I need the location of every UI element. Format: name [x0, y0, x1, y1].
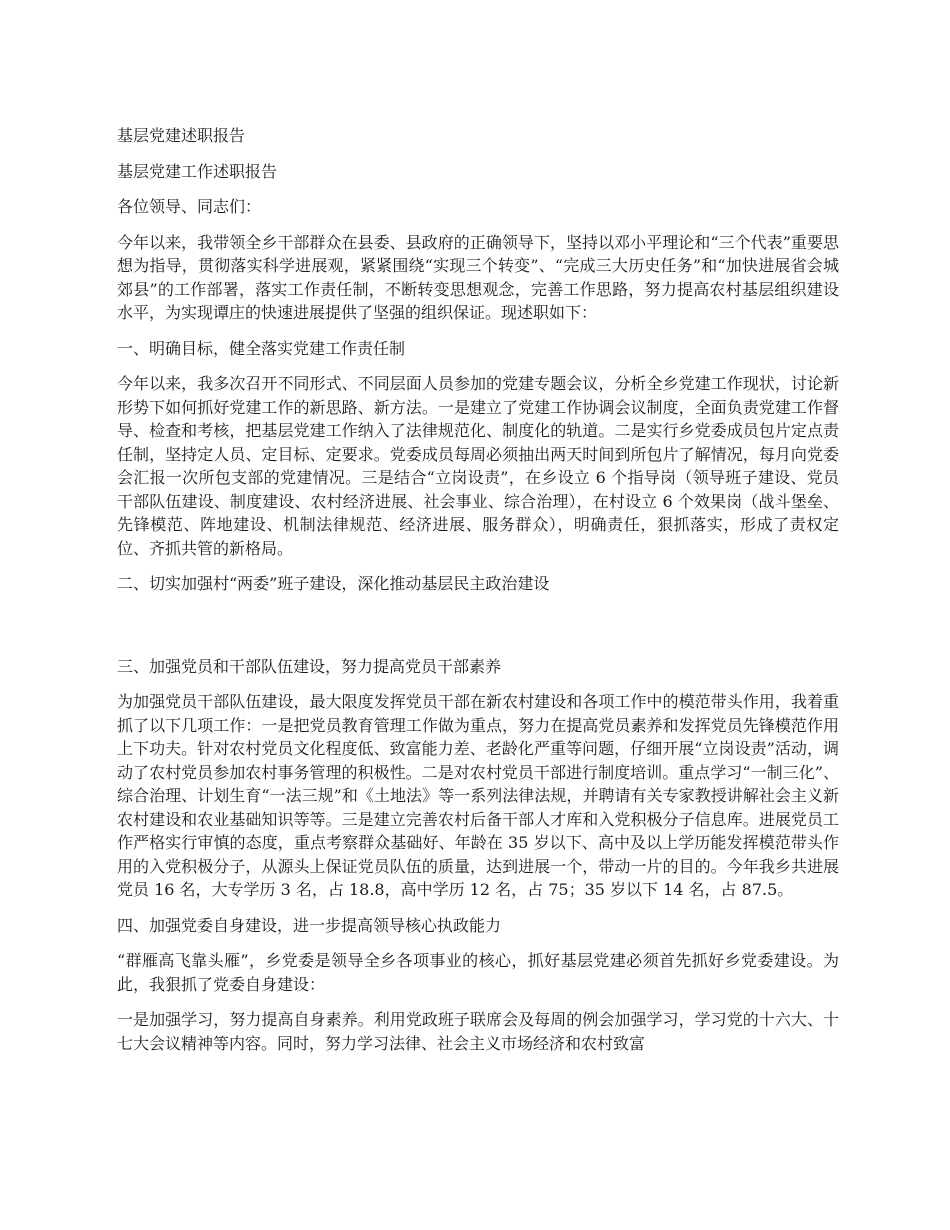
section-1-heading: 一、明确目标，健全落实党建工作责任制 — [117, 338, 406, 358]
section-4-heading: 四、加强党委自身建设，进一步提高领导核心执政能力 — [117, 915, 502, 935]
section-2-blank-space — [117, 608, 839, 655]
greeting: 各位领导、同志们： — [117, 197, 262, 216]
section-4-body: “群雁高飞靠头雁”，乡党委是领导全乡各项事业的核心，抓好基层党建必须首先抓好乡党委建设。为此，我狠抓了党委自身建设： — [117, 951, 839, 994]
section-4-point-1: 一是加强学习，努力提高自身素养。利用党政班子联席会及每周的例会加强学习，学习党的十六大、十七大会议精神等内容。同时，努力学习法律、社会主义市场经济和农村致富 — [117, 1010, 839, 1053]
section-1-body: 今年以来，我多次召开不同形式、不同层面人员参加的党建专题会议，分析全乡党建工作现状，讨论新形势下如何抓好党建工作的新思路、新方法。一是建立了党建工作协调会议制度，全面负责党建工作督导、检查和考核，把基层党建工作纳入了法律规范化、制度化的轨道。二是实行乡党委成员包片定点责任制，坚持定人员、定目标、定要求。党委成员每周必须抽出两天时间到所包片了解情况，每月向党委会汇报一次所包支部的党建情况。三是结合“立岗设责”，在乡设立 6 个指导岗（领导班子建设、党员干部队伍建设、制度建设、农村经济进展、社会事业、综合治理），在村设立 6 个效果岗（战斗堡垒、先锋模范、阵地建设、机制法律规范、经济进展、服务群众），明确责任，狠抓落实，形成了责权定位、齐抓共管的新格局。 — [117, 374, 839, 558]
intro-paragraph: 今年以来，我带领全乡干部群众在县委、县政府的正确领导下，坚持以邓小平理论和“三个代表”重要思想为指导，贯彻落实科学进展观，紧紧围绕“实现三个转变”、“完成三大历史任务”和“加快进展省会城郊县”的工作部署，落实工作责任制，不断转变思想观念，完善工作思路，努力提高农村基层组织建设水平，为实现谭庄的快速进展提供了坚强的组织保证。现述职如下： — [117, 232, 839, 322]
section-3-body: 为加强党员干部队伍建设，最大限度发挥党员干部在新农村建设和各项工作中的模范带头作用，我着重抓了以下几项工作：一是把党员教育管理工作做为重点，努力在提高党员素养和发挥党员先锋模范作用上下功夫。针对农村党员文化程度低、致富能力差、老龄化严重等问题，仔细开展“立岗设责”活动，调动了农村党员参加农村事务管理的积极性。二是对农村党员干部进行制度培训。重点学习“一制三化”、综合治理、计划生育“一法三规”和《土地法》等一系列法律法规，并聘请有关专家教授讲解社会主义新农村建设和农业基础知识等等。三是建立完善农村后备干部人才库和入党积极分子信息库。进展党员工作严格实行审慎的态度，重点考察群众基础好、年龄在 35 岁以下、高中及以上学历能发挥模范带头作用的入党积极分子，从源头上保证党员队伍的质量，达到进展一个，带动一片的目的。今年我乡共进展党员 16 名，大专学历 3 名，占 18.8，高中学历 12 名，占 75；35 岁以下 14 名，占 87.5。 — [117, 692, 839, 899]
document-title: 基层党建述职报告 — [117, 126, 246, 145]
document-subtitle: 基层党建工作述职报告 — [117, 161, 278, 181]
section-3-heading: 三、加强党员和干部队伍建设，努力提高党员干部素养 — [117, 656, 502, 676]
document-page — [117, 124, 839, 1067]
section-2-heading: 二、切实加强村“两委”班子建设，深化推动基层民主政治建设 — [117, 574, 550, 593]
